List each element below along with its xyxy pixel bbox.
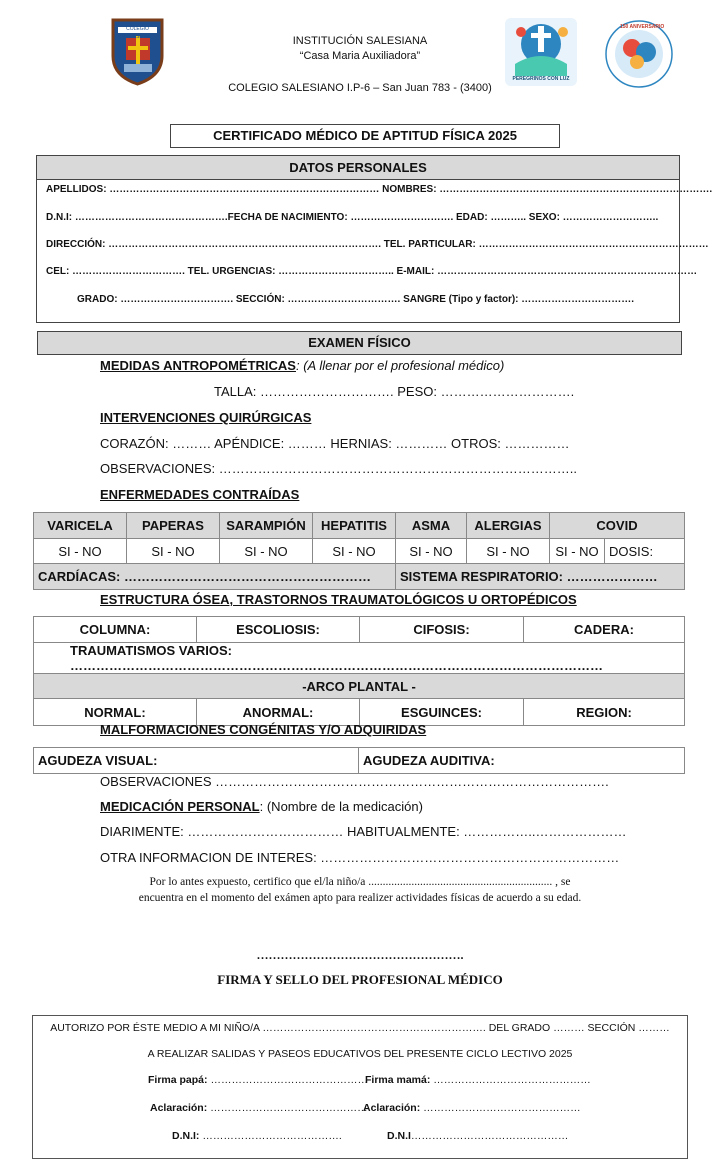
traumatismos-field[interactable]: TRAUMATISMOS VARIOS: …………………………………………………………………………………………………………… (34, 643, 685, 674)
father-dni[interactable]: D.N.I: …………………………………. (172, 1130, 342, 1142)
observations-1: OBSERVACIONES: ……………………………………………………………………….. (100, 461, 577, 476)
father-clarification-label: Aclaración: (150, 1102, 208, 1114)
surgeries-line: CORAZÓN: ……… APÉNDICE: ……… HERNIAS: ………… OTROS: …………… (100, 436, 570, 451)
esguinces-field[interactable]: ESGUINCES: (360, 699, 524, 726)
certificate-title: CERTIFICADO MÉDICO DE APTITUD FÍSICA 2025 (170, 124, 560, 148)
surgeries-heading: INTERVENCIONES QUIRÚRGICAS (100, 410, 312, 425)
mother-clarification[interactable]: Aclaración: ……………………………………… (363, 1102, 581, 1114)
mother-dni-label: D.N.I (387, 1130, 411, 1142)
apellidos-nombres-row: APELLIDOS: ……………………………………………………………………… NOMBRES: ………………………………………………………………………. (46, 184, 713, 195)
logo-mid-text: PEREGRINOS CON LUZ (512, 76, 570, 82)
value-varicela[interactable]: SI - NO (34, 539, 127, 564)
logo-right-text: 150 ANIVERSARIO (620, 24, 665, 30)
acuity-table (33, 747, 685, 774)
direccion-tel-row: DIRECCIÓN: ………………………………………………………………………. TEL. PARTICULAR: …………………………………………………………… (46, 239, 709, 250)
header-paperas: PAPERAS (127, 513, 220, 539)
columna-field[interactable]: COLUMNA: (34, 617, 197, 643)
authorization-section (32, 1015, 688, 1159)
anthropometric-label: MEDIDAS ANTROPOMÉTRICAS (100, 358, 296, 373)
header-varicela: VARICELA (34, 513, 127, 539)
value-covid[interactable]: SI - NO (550, 539, 605, 564)
value-sarampion[interactable]: SI - NO (220, 539, 313, 564)
personal-data-heading: DATOS PERSONALES (37, 156, 679, 180)
medication-line (100, 799, 423, 814)
mother-dni[interactable]: D.N.I……………………………………… (387, 1130, 569, 1142)
school-crest-logo (110, 18, 165, 86)
doctor-signature-label: FIRMA Y SELLO DEL PROFESIONAL MÉDICO (217, 972, 503, 987)
visual-acuity-field[interactable]: AGUDEZA VISUAL: (34, 748, 359, 774)
dni-fecha-row: D.N.I: ……………………………………….FECHA DE NACIMIENTO: …………………………. EDAD: ……….. SEXO: ……………………….. (46, 212, 659, 223)
mother-signature[interactable]: Firma mamá: ……………………………………… (365, 1074, 591, 1086)
mother-clarification-label: Aclaración: (363, 1102, 421, 1114)
father-dni-label: D.N.I: (172, 1130, 200, 1142)
escoliosis-field[interactable]: ESCOLIOSIS: (197, 617, 360, 643)
value-alergias[interactable]: SI - NO (467, 539, 550, 564)
other-info: OTRA INFORMACION DE INTERES: …………………………………………………………… (100, 850, 620, 865)
header-alergias: ALERGIAS (467, 513, 550, 539)
anthropometric-line (100, 358, 504, 373)
physical-exam-heading: EXAMEN FÍSICO (37, 331, 682, 355)
mother-signature-label: Firma mamá: (365, 1074, 431, 1086)
malformations-heading: MALFORMACIONES CONGÉNITAS Y/O ADQUIRIDAS (100, 722, 427, 737)
region-field[interactable]: REGION: (524, 699, 685, 726)
jubilee-logo (505, 18, 577, 86)
authorization-line-2: A REALIZAR SALIDAS Y PASEOS EDUCATIVOS DEL PRESENTE CICLO LECTIVO 2025 (147, 1048, 573, 1060)
grado-sangre-row: GRADO: ……………………………. SECCIÓN: ……………………………. SANGRE (Tipo y factor): ……………………………. (77, 294, 635, 305)
auditory-acuity-field[interactable]: AGUDEZA AUDITIVA: (359, 748, 685, 774)
institution-subname: “Casa Maria Auxiliadora” (299, 50, 421, 62)
medication-label: MEDICACIÓN PERSONAL (100, 799, 260, 814)
diseases-heading: ENFERMEDADES CONTRAÍDAS (100, 487, 300, 502)
normal-field[interactable]: NORMAL: (34, 699, 197, 726)
anthropometric-note: : (A llenar por el profesional médico) (295, 358, 505, 373)
medication-note: : (Nombre de la medicación) (259, 799, 423, 814)
institution-name: INSTITUCIÓN SALESIANA (292, 35, 428, 47)
anniversary-logo (600, 18, 678, 90)
respiratorio-field[interactable]: SISTEMA RESPIRATORIO: ………………… (396, 564, 685, 590)
header-sarampion: SARAMPIÓN (220, 513, 313, 539)
value-asma[interactable]: SI - NO (396, 539, 467, 564)
logo-left-text: COLEGIO SALESIANO (123, 26, 152, 40)
value-paperas[interactable]: SI - NO (127, 539, 220, 564)
father-signature[interactable]: Firma papá: ……………………………………… (148, 1074, 368, 1086)
certification-line-2: encuentra en el momento del exámen apto para realizer actividades físicas de acuerdo a su edad. (138, 892, 582, 904)
value-dosis[interactable]: DOSIS: (605, 539, 685, 564)
bone-table (33, 616, 685, 726)
header-hepatitis: HEPATITIS (313, 513, 396, 539)
value-hepatitis[interactable]: SI - NO (313, 539, 396, 564)
father-signature-label: Firma papá: (148, 1074, 208, 1086)
header-asma: ASMA (396, 513, 467, 539)
diseases-table (33, 512, 685, 590)
school-address: COLEGIO SALESIANO I.P-6 – San Juan 783 - (3400) (228, 82, 492, 94)
observations-2: OBSERVACIONES ………………………………………………………………………………. (100, 774, 609, 789)
arco-plantal-heading: -ARCO PLANTAL - (34, 674, 685, 699)
talla-peso: TALLA: …………………………. PESO: …………………………. (214, 384, 575, 399)
cadera-field[interactable]: CADERA: (524, 617, 685, 643)
authorization-line-1: AUTORIZO POR ÉSTE MEDIO A MI NIÑO/A ………………………………………………………. DEL GRADO ……… SECCIÓN ……… (50, 1022, 670, 1034)
cel-email-row: CEL: ……………………………. TEL. URGENCIAS: …………………………….. E-MAIL: …………………………………………………………………… (46, 266, 698, 277)
bone-structure-heading: ESTRUCTURA ÓSEA, TRASTORNOS TRAUMATOLÓGICOS U ORTOPÉDICOS (100, 592, 577, 607)
medication-frequency: DIARIMENTE: ……………………………… HABITUALMENTE: ……………..………………… (100, 824, 627, 839)
certification-line-1: Por lo antes expuesto, certifico que el/la niño/a ................................................................ , se (149, 876, 571, 888)
anormal-field[interactable]: ANORMAL: (197, 699, 360, 726)
cardiacas-field[interactable]: CARDÍACAS: ………………………………………………… (34, 564, 396, 590)
header-covid: COVID (550, 513, 685, 539)
cifosis-field[interactable]: CIFOSIS: (360, 617, 524, 643)
father-clarification[interactable]: Aclaración: ……………………………………… (150, 1102, 368, 1114)
doctor-signature-dots: ……………………………………………. (256, 948, 464, 962)
